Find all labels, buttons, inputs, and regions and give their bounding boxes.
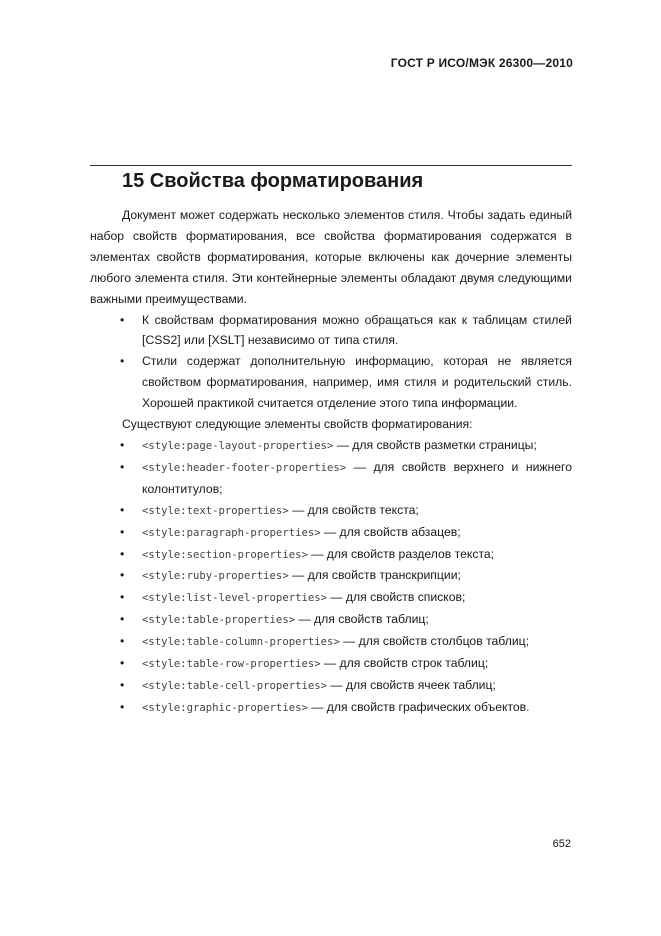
bullet-icon: •	[120, 354, 125, 369]
element-tag: <style:text-properties>	[142, 504, 289, 517]
element-desc: — для свойств строк таблиц;	[320, 656, 489, 671]
advantages-list	[90, 310, 572, 415]
list-item: • Стили содержат дополнительную информацию, которая не является свойством форматирования, например, имя стиля и родительский стиль. Хорошей практикой считается отделение этого типа информации.	[90, 351, 572, 414]
list-item	[90, 587, 572, 609]
list-item	[90, 544, 572, 566]
element-tag: <style:list-level-properties>	[142, 592, 327, 605]
list-item	[90, 435, 572, 457]
list-item	[90, 522, 572, 544]
list-intro: Существуют следующие элементы свойств форматирования:	[122, 417, 473, 432]
element-desc: — для свойств ячеек таблиц;	[326, 677, 496, 692]
elements-list	[90, 435, 572, 719]
element-tag: <style:table-row-properties>	[142, 658, 321, 671]
element-tag: <style:table-properties>	[142, 614, 296, 627]
list-item: • К свойствам форматирования можно обращаться как к таблицам стилей [CSS2] или [XSLT] независимо от типа стиля.	[90, 310, 572, 352]
list-item	[90, 565, 572, 587]
element-tag: <style:page-layout-properties>	[142, 439, 334, 452]
bullet-icon: •	[120, 546, 125, 561]
intro-paragraph: Документ может содержать несколько элементов стиля. Чтобы задать единый набор свойств форматирования, все свойства форматирования содержатся в элементах свойств форматирования, которые включены как дочерние элементы любого элемента стиля. Эти контейнерные элементы обладают двумя следующими важными преимуществами.	[90, 208, 572, 306]
element-desc: — для свойств графических объектов.	[307, 699, 530, 714]
element-desc: — для свойств списков;	[326, 590, 466, 605]
bullet-icon: •	[120, 312, 125, 327]
element-tag: <style:ruby-properties>	[142, 570, 289, 583]
list-item	[90, 653, 572, 675]
bullet-icon: •	[120, 656, 125, 671]
list-item	[90, 631, 572, 653]
section-title: 15 Свойства форматирования	[122, 170, 424, 192]
element-tag: <style:table-cell-properties>	[142, 679, 327, 692]
document-body	[90, 205, 572, 719]
element-desc: — для свойств разделов текста;	[307, 546, 495, 561]
element-tag: <style:table-column-properties>	[142, 636, 340, 649]
bullet-icon: •	[120, 677, 125, 692]
element-desc: — для свойств текста;	[288, 502, 419, 517]
element-desc: — для свойств таблиц;	[295, 612, 429, 627]
element-desc: — для свойств разметки страницы;	[333, 437, 537, 452]
bullet-icon: •	[120, 612, 125, 627]
element-desc: — для свойств верхнего и нижнего колонтитулов;	[142, 459, 572, 496]
bullet-icon: •	[120, 502, 125, 517]
bullet-icon: •	[120, 524, 125, 539]
list-item	[90, 697, 572, 719]
page-number: 652	[552, 838, 571, 850]
list-item	[90, 500, 572, 522]
element-desc: — для свойств абзацев;	[320, 524, 461, 539]
element-tag: <style:paragraph-properties>	[142, 526, 321, 539]
list-item	[90, 609, 572, 631]
bullet-icon: •	[120, 568, 125, 583]
bullet-icon: •	[120, 437, 125, 452]
document-header: ГОСТ Р ИСО/МЭК 26300—2010	[390, 56, 573, 70]
element-desc: — для свойств столбцов таблиц;	[339, 634, 530, 649]
list-item	[90, 457, 572, 500]
header-rule	[90, 165, 572, 166]
list-item	[90, 675, 572, 697]
bullet-icon: •	[120, 459, 125, 474]
element-tag: <style:section-properties>	[142, 548, 308, 561]
bullet-icon: •	[120, 590, 125, 605]
element-tag: <style:graphic-properties>	[142, 701, 308, 714]
element-desc: — для свойств транскрипции;	[288, 568, 461, 583]
bullet-icon: •	[120, 634, 125, 649]
element-tag: <style:header-footer-properties>	[142, 461, 347, 474]
bullet-icon: •	[120, 699, 125, 714]
